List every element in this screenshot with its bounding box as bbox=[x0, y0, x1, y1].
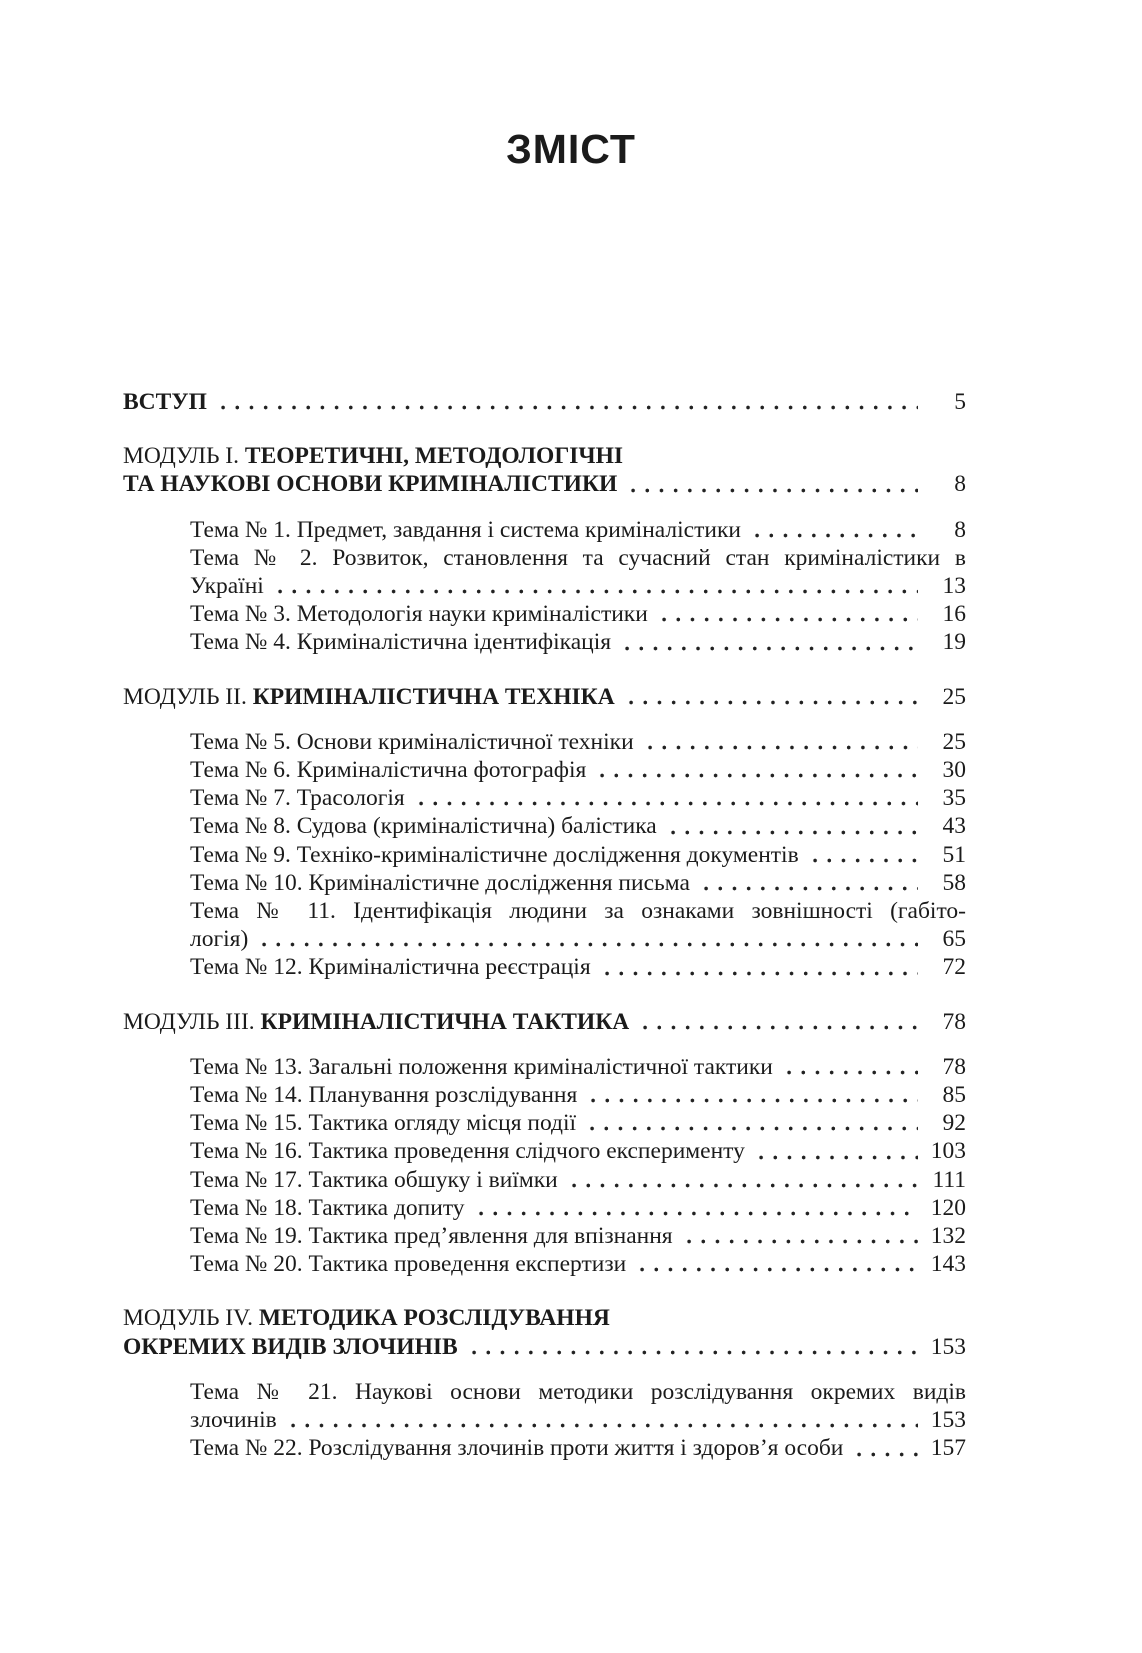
page-number: 43 bbox=[942, 813, 966, 840]
dot-leader bbox=[682, 1238, 918, 1245]
toc-entry-topic bbox=[123, 869, 966, 897]
toc-text: МОДУЛЬ I. bbox=[123, 443, 245, 470]
toc-line bbox=[123, 1081, 966, 1109]
toc-line bbox=[123, 1250, 966, 1278]
dot-leader bbox=[666, 829, 918, 836]
toc-text: Тема № 12. Криміналістична реєстрація bbox=[190, 954, 591, 981]
dot-leader bbox=[414, 800, 918, 807]
toc-text: Тема № 4. Криміналістична ідентифікація bbox=[190, 629, 612, 656]
toc-line bbox=[123, 544, 966, 572]
toc-line bbox=[123, 628, 966, 656]
dot-leader bbox=[467, 1349, 918, 1356]
toc-entry-topic bbox=[123, 841, 966, 869]
toc-text-bold: ВСТУП bbox=[123, 389, 207, 415]
page-number: 19 bbox=[942, 629, 966, 656]
toc-entry-topic bbox=[123, 600, 966, 628]
toc-line bbox=[123, 572, 966, 600]
toc-entry-topic bbox=[123, 1434, 966, 1462]
toc-entry-topic bbox=[123, 812, 966, 840]
toc-entry-text bbox=[190, 869, 690, 897]
toc-line bbox=[123, 1053, 966, 1081]
toc-entry-text bbox=[123, 1008, 629, 1036]
page-number: 25 bbox=[942, 683, 966, 710]
toc-entry-text bbox=[190, 841, 799, 869]
dot-leader bbox=[750, 532, 918, 539]
toc-line bbox=[123, 728, 966, 756]
toc-entry-text bbox=[190, 1434, 843, 1462]
dot-leader bbox=[699, 885, 918, 892]
toc-text: Тема № 5. Основи криміналістичної техніки bbox=[190, 728, 634, 755]
toc-text: Тема № 6. Криміналістична фотографія bbox=[190, 757, 587, 784]
toc-line bbox=[123, 1137, 966, 1165]
toc-entry-topic bbox=[123, 1166, 966, 1194]
toc-text: Тема № 11. Ідентифікація людини за ознаками зовнішності (габіто- bbox=[190, 898, 966, 925]
toc-entry-topic bbox=[123, 1081, 966, 1109]
toc-line bbox=[123, 442, 966, 470]
toc-entry-topic bbox=[123, 1378, 966, 1434]
toc-line bbox=[123, 388, 966, 416]
toc-line bbox=[123, 1333, 966, 1361]
toc-text: Тема № 17. Тактика обшуку і виїмки bbox=[190, 1166, 558, 1193]
toc-entry-topic bbox=[123, 1053, 966, 1081]
page-number: 13 bbox=[942, 573, 966, 600]
toc-text: Тема № 13. Загальні положення криміналістичної тактики bbox=[190, 1053, 773, 1080]
dot-leader bbox=[643, 744, 918, 751]
toc-entry-text bbox=[190, 925, 248, 953]
dot-leader bbox=[586, 1097, 918, 1104]
dot-leader bbox=[657, 616, 918, 623]
toc-entry-text bbox=[190, 516, 741, 544]
toc-entry-topic bbox=[123, 1137, 966, 1165]
dot-leader bbox=[754, 1154, 918, 1161]
toc-entry-text bbox=[190, 1222, 673, 1250]
page-number: 85 bbox=[942, 1082, 966, 1109]
page-number: 16 bbox=[942, 601, 966, 628]
toc-text: МОДУЛЬ II. bbox=[123, 683, 253, 710]
page-title: ЗМІСТ bbox=[506, 126, 636, 172]
toc-line bbox=[123, 812, 966, 840]
toc-text: Тема № 9. Техніко-криміналістичне дослідження документів bbox=[190, 841, 799, 868]
toc-text-bold: ОКРЕМИХ ВИДІВ ЗЛОЧИНІВ bbox=[123, 1333, 458, 1360]
toc-line bbox=[123, 1304, 966, 1332]
page-number: 92 bbox=[942, 1110, 966, 1137]
page-number: 25 bbox=[942, 728, 966, 755]
dot-leader bbox=[216, 404, 918, 411]
toc-text: Україні bbox=[190, 573, 264, 600]
toc-text: Тема № 8. Судова (криміналістична) балістика bbox=[190, 813, 657, 840]
toc-line bbox=[123, 784, 966, 812]
page-number: 5 bbox=[954, 389, 966, 415]
toc-line bbox=[123, 1194, 966, 1222]
toc-line bbox=[123, 1008, 966, 1036]
toc-entry-topic bbox=[123, 1250, 966, 1278]
toc-text: Тема № 21. Наукові основи методики розслідування окремих видів bbox=[190, 1378, 966, 1405]
toc-text: Тема № 15. Тактика огляду місця події bbox=[190, 1110, 577, 1137]
toc-line bbox=[123, 1166, 966, 1194]
page-number: 103 bbox=[930, 1138, 966, 1165]
dot-leader bbox=[474, 1210, 918, 1217]
toc-entry-topic bbox=[123, 784, 966, 812]
toc-entry-topic bbox=[123, 1222, 966, 1250]
toc-text: Тема № 2. Розвиток, становлення та сучасний стан криміналістики в bbox=[190, 544, 966, 571]
page-number: 72 bbox=[942, 954, 966, 981]
toc-entry-module bbox=[123, 442, 966, 498]
toc-entry-text bbox=[123, 470, 617, 498]
toc-entry-topic bbox=[123, 1109, 966, 1137]
dot-leader bbox=[782, 1069, 918, 1076]
toc-text: МОДУЛЬ IV. bbox=[123, 1305, 259, 1332]
toc-text: Тема № 3. Методологія науки криміналістики bbox=[190, 601, 648, 628]
toc-text: Тема № 10. Криміналістичне дослідження письма bbox=[190, 869, 690, 896]
toc-line bbox=[123, 869, 966, 897]
toc-line bbox=[123, 1109, 966, 1137]
page-number: 111 bbox=[932, 1166, 966, 1193]
toc-entry-text bbox=[190, 1109, 576, 1137]
dot-leader bbox=[286, 1422, 918, 1429]
toc-entry-text bbox=[190, 1194, 465, 1222]
toc-entry-topic bbox=[123, 516, 966, 544]
toc-entry-chapter bbox=[123, 388, 966, 416]
toc-entry-text bbox=[123, 388, 207, 416]
toc-entry-text bbox=[190, 1137, 745, 1165]
page-number: 157 bbox=[930, 1435, 966, 1462]
toc-entry-module bbox=[123, 1008, 966, 1036]
toc-entry-text bbox=[190, 1053, 773, 1081]
toc-entry-text bbox=[123, 1333, 458, 1361]
page-number: 30 bbox=[942, 757, 966, 784]
toc-text: Тема № 22. Розслідування злочинів проти життя і здоров’я особи bbox=[190, 1435, 844, 1462]
toc-entry-text bbox=[190, 1250, 626, 1278]
page-number: 8 bbox=[954, 471, 966, 498]
dot-leader bbox=[626, 487, 918, 494]
toc-text: МОДУЛЬ III. bbox=[123, 1008, 261, 1035]
toc-entry-text bbox=[190, 728, 634, 756]
toc-text: злочинів bbox=[190, 1407, 277, 1434]
dot-leader bbox=[620, 645, 918, 652]
dot-leader bbox=[635, 1266, 918, 1273]
toc-text: Тема № 1. Предмет, завдання і система криміналістики bbox=[190, 516, 741, 543]
toc-entry-text bbox=[190, 898, 966, 924]
toc-line bbox=[123, 1222, 966, 1250]
toc-text: Тема № 14. Планування розслідування bbox=[190, 1082, 578, 1109]
toc-entry-module bbox=[123, 683, 966, 711]
page-number: 8 bbox=[954, 516, 966, 543]
toc-entry-text bbox=[123, 1305, 610, 1331]
toc-entry-text bbox=[190, 545, 966, 571]
toc-line bbox=[123, 925, 966, 953]
toc-entry-topic bbox=[123, 544, 966, 600]
toc-line bbox=[123, 953, 966, 981]
toc bbox=[123, 388, 966, 1463]
toc-entry-text bbox=[190, 812, 657, 840]
page-number: 78 bbox=[942, 1053, 966, 1080]
toc-text-bold: ТЕОРЕТИЧНІ, МЕТОДОЛОГІЧНІ bbox=[244, 443, 624, 470]
toc-text-bold: ТА НАУКОВІ ОСНОВИ КРИМІНАЛІСТИКИ bbox=[123, 471, 618, 498]
page-number: 132 bbox=[930, 1223, 966, 1250]
toc-line bbox=[123, 516, 966, 544]
toc-entry-module bbox=[123, 1304, 966, 1360]
toc-entry-text bbox=[190, 572, 264, 600]
page-number: 120 bbox=[930, 1194, 966, 1221]
page-number: 143 bbox=[930, 1251, 966, 1278]
page-number: 153 bbox=[930, 1333, 966, 1360]
toc-line bbox=[123, 683, 966, 711]
toc-entry-text bbox=[190, 756, 586, 784]
dot-leader bbox=[567, 1182, 918, 1189]
toc-entry-text bbox=[190, 628, 611, 656]
toc-line bbox=[123, 1406, 966, 1434]
toc-text: Тема № 18. Тактика допиту bbox=[190, 1194, 465, 1221]
page-number: 35 bbox=[942, 785, 966, 812]
toc-text: Тема № 16. Тактика проведення слідчого експерименту bbox=[190, 1138, 745, 1165]
toc-line bbox=[123, 1378, 966, 1406]
toc-entry-text bbox=[190, 1166, 558, 1194]
dot-leader bbox=[257, 941, 918, 948]
toc-text: Тема № 19. Тактика пред’явлення для впізнання bbox=[190, 1223, 673, 1250]
page-number: 153 bbox=[930, 1407, 966, 1434]
toc-entry-topic bbox=[123, 756, 966, 784]
toc-entry-text bbox=[190, 784, 405, 812]
toc-entry-topic bbox=[123, 1194, 966, 1222]
dot-leader bbox=[638, 1024, 918, 1031]
toc-line bbox=[123, 600, 966, 628]
toc-line bbox=[123, 470, 966, 498]
toc-text-bold: КРИМІНАЛІСТИЧНА ТЕХНІКА bbox=[252, 683, 615, 710]
toc-entry-text bbox=[190, 1081, 577, 1109]
toc-entry-topic bbox=[123, 953, 966, 981]
toc-entry-text bbox=[190, 600, 648, 628]
toc-entry-text bbox=[190, 1379, 966, 1405]
toc-text: Тема № 20. Тактика проведення експертизи bbox=[190, 1251, 627, 1278]
page-number: 65 bbox=[942, 926, 966, 953]
page-number: 58 bbox=[942, 869, 966, 896]
dot-leader bbox=[852, 1451, 918, 1458]
dot-leader bbox=[585, 1125, 918, 1132]
toc-text: логія) bbox=[190, 926, 249, 953]
toc-line bbox=[123, 841, 966, 869]
dot-leader bbox=[624, 699, 918, 706]
dot-leader bbox=[808, 857, 918, 864]
toc-entry-topic bbox=[123, 897, 966, 953]
toc-entry-text bbox=[190, 953, 591, 981]
dot-leader bbox=[600, 970, 918, 977]
page-number: 51 bbox=[942, 841, 966, 868]
toc-entry-text bbox=[123, 443, 623, 469]
toc-text-bold: КРИМІНАЛІСТИЧНА ТАКТИКА bbox=[260, 1008, 630, 1035]
toc-line bbox=[123, 897, 966, 925]
toc-text: Тема № 7. Трасологія bbox=[190, 785, 405, 812]
page-number: 78 bbox=[942, 1008, 966, 1035]
toc-entry-topic bbox=[123, 728, 966, 756]
toc-entry-topic bbox=[123, 628, 966, 656]
toc-line bbox=[123, 1434, 966, 1462]
toc-text-bold: МЕТОДИКА РОЗСЛІДУВАННЯ bbox=[258, 1305, 610, 1332]
toc-entry-text bbox=[190, 1406, 277, 1434]
dot-leader bbox=[273, 588, 918, 595]
dot-leader bbox=[595, 772, 918, 779]
toc-line bbox=[123, 756, 966, 784]
toc-entry-text bbox=[123, 683, 615, 711]
